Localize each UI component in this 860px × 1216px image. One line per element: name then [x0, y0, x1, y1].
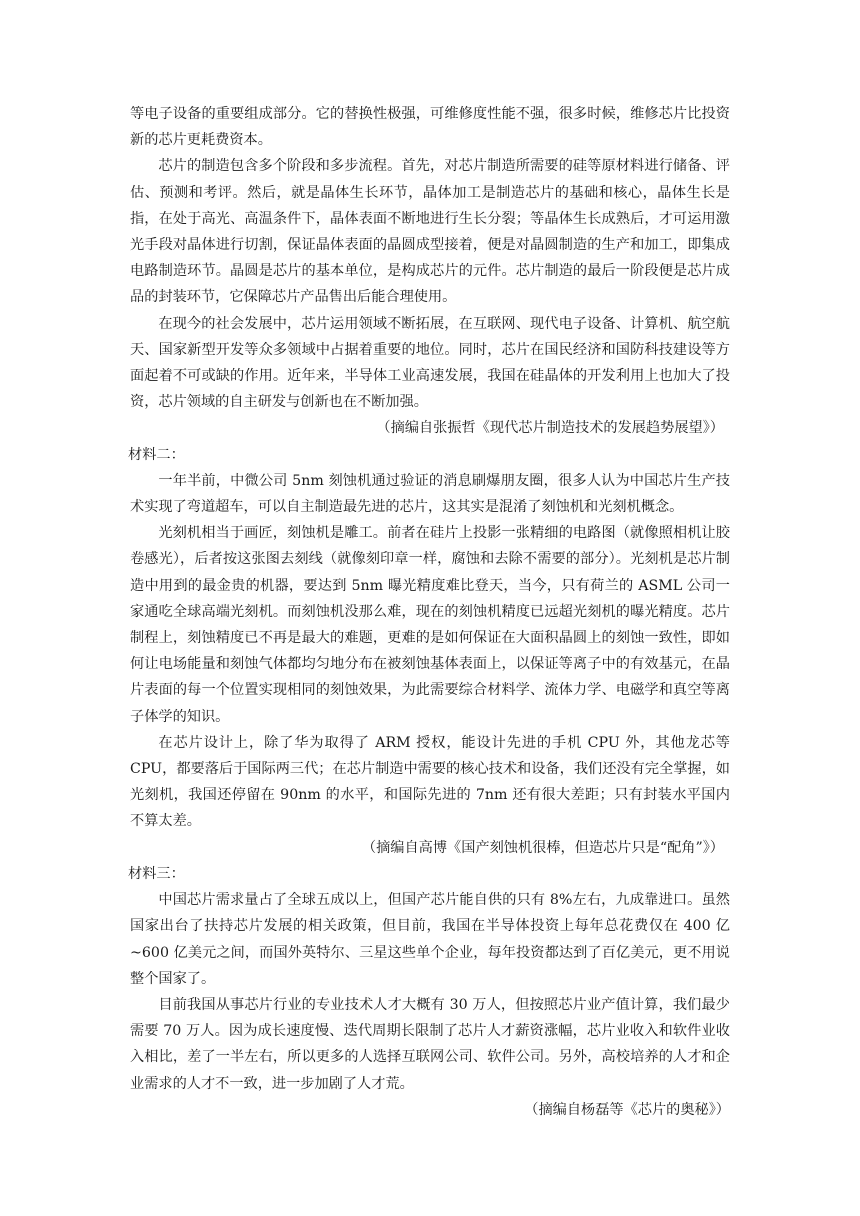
paragraph-continuation: 等电子设备的重要组成部分。它的替换性极强，可维修度性能不强，很多时候，维修芯片比投资新的芯片更耗费资本。 — [130, 106, 730, 149]
material1-paragraph-application: 在现今的社会发展中，芯片运用领域不断拓展，在互联网、现代电子设备、计算机、航空航天、国家新型开发等众多领域中占据着重要的地位。同时，芯片在国民经济和国防科技建设等方面起着不可或缺的作用。近年来，半导体工业高速发展，我国在硅晶体的开发利用上也加大了投资，芯片领域的自主研发与创新也在不断加强。 — [130, 315, 730, 411]
material2-source: （摘编自高博《国产刻蚀机很棒，但造芯片只是“配角”》） — [361, 839, 724, 856]
material3-source: （摘编自杨磊等《芯片的奥秘》） — [524, 1101, 730, 1118]
material2-paragraph-etching-news: 一年半前，中微公司 5nm 刻蚀机通过验证的消息刷爆朋友圈，很多人认为中国芯片生产技术实现了弯道超车，可以自主制造最先进的芯片，这其实是混淆了刻蚀机和光刻机概念。 — [130, 472, 730, 516]
material3-paragraph-talent: 目前我国从事芯片行业的专业技术人才大概有 30 万人，但按照芯片业产值计算，我们最少需要 70 万人。因为成长速度慢、迭代周期长限制了芯片人才薪资涨幅，芯片业收入和软件业收入相比，差了一半左右，所以更多的人选择互联网公司、软件公司。另外，高校培养的人才和企业需求的人才不一致，进一步加剧了人才荒。 — [130, 996, 730, 1092]
material1-source: （摘编自张振哲《现代芯片制造技术的发展趋势展望》） — [376, 420, 724, 437]
material2-paragraph-lithography: 光刻机相当于画匠，刻蚀机是雕工。前者在硅片上投影一张精细的电路图（就像照相机让胶卷感光），后者按这张图去刻线（就像刻印章一样，腐蚀和去除不需要的部分）。光刻机是芯片制造中用到的最金贵的机器，要达到 5nm 曝光精度难比登天，当今，只有荷兰的 ASML 公司一家通吃全球高端光刻机。而刻蚀机没那么难，现在的刻蚀机精度已远超光刻机的曝光精度。芯片制程上，刻蚀精度已不再是最大的难题，更难的是如何保证在大面积晶圆上的刻蚀一致性，即如何让电场能量和刻蚀气体都均匀地分布在被刻蚀基体表面上，以保证等离子中的有效基元，在晶片表面的每一个位置实现相同的刻蚀效果，为此需要综合材料学、流体力学、电磁学和真空等离子体学的知识。 — [130, 525, 730, 725]
document-body — [130, 101, 730, 1123]
material2-label: 材料二： — [128, 446, 185, 463]
material2-paragraph-design: 在芯片设计上，除了华为取得了 ARM 授权，能设计先进的手机 CPU 外，其他龙芯等 CPU，都要落后于国际两三代；在芯片制造中需要的核心技术和设备，我们还没有完全掌握，如光刻机，我国还停留在 90nm 的水平，和国际先进的 7nm 还有很大差距；只有封装水平国内不算太差。 — [130, 734, 730, 830]
material1-paragraph-manufacturing: 芯片的制造包含多个阶段和多步流程。首先，对芯片制造所需要的硅等原材料进行储备、评估、预测和考评。然后，就是晶体生长环节，晶体加工是制造芯片的基础和核心，晶体生长是指，在处于高光、高温条件下，晶体表面不断地进行生长分裂；等晶体生长成熟后，才可运用激光手段对晶体进行切割，保证晶体表面的晶圆成型接着，便是对晶圆制造的生产和加工，即集成电路制造环节。晶圆是芯片的基本单位，是构成芯片的元件。芯片制造的最后一阶段便是芯片成品的封装环节，它保障芯片产品售出后能合理使用。 — [130, 158, 730, 306]
material3-paragraph-demand: 中国芯片需求量占了全球五成以上，但国产芯片能自供的只有 8%左右，九成靠进口。虽然国家出台了扶持芯片发展的相关政策，但目前，我国在半导体投资上每年总花费仅在 400 亿~600 亿美元之间，而国外英特尔、三星这些单个企业，每年投资都达到了百亿美元，更不用说整个国家了。 — [130, 892, 730, 987]
material3-label: 材料三： — [128, 865, 185, 882]
